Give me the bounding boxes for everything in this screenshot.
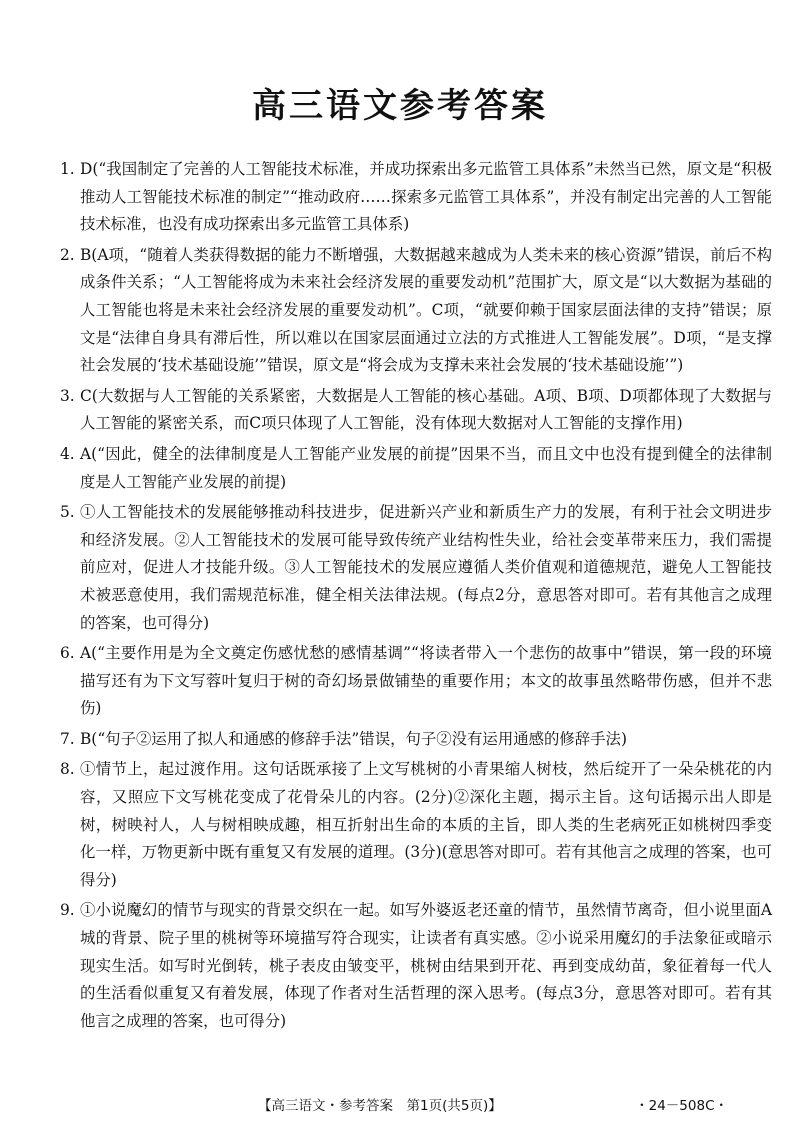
- answer-number: 6.: [60, 644, 75, 663]
- answer-item-2: [60, 242, 772, 380]
- answer-list: [60, 156, 772, 1038]
- answer-item-9: [60, 897, 772, 1035]
- answer-number: 7.: [60, 729, 75, 748]
- answer-number: 2.: [60, 245, 75, 264]
- answer-item-3: [60, 383, 772, 438]
- answer-text: A(“主要作用是为全文奠定伤感忧愁的感情基调”“将读者带入一个悲伤的故事中”错误，第一段的环境描写还有为下文写蓉叶复归于树的奇幻场景做铺垫的重要作用；本文的故事虽然略带伤感，但并不悲伤): [80, 644, 772, 718]
- answer-item-7: [60, 726, 772, 754]
- answer-text: ①人工智能技术的发展能够推动科技进步，促进新兴产业和新质生产力的发展，有利于社会文明进步和经济发展。②人工智能技术的发展可能导致传统产业结构性失业，给社会变革带来压力，我们需提前应对，促进人才技能升级。③人工智能技术的发展应遵循人类价值观和道德规范，避免人工智能技术被恶意使用，我们需规范标准，健全相关法律法规。(每点2分，意思答对即可。若有其他言之成理的答案，也可得分): [80, 503, 772, 632]
- answer-item-1: [60, 156, 772, 239]
- answer-text: B(“句子②运用了拟人和通感的修辞手法”错误，句子②没有运用通感的修辞手法): [80, 729, 627, 748]
- answer-number: 9.: [60, 901, 75, 920]
- footer-code: ・24－508C・: [635, 1098, 728, 1114]
- answer-text: A(“因此，健全的法律制度是人工智能产业发展的前提”因果不当，而且文中也没有提到健全的法律制度是人工智能产业发展的前提): [80, 444, 772, 491]
- answer-text: C(大数据与人工智能的关系紧密，大数据是人工智能的核心基础。A项、B项、D项都体现了大数据与人工智能的紧密关系，而C项只体现了人工智能，没有体现大数据对人工智能的支撑作用): [80, 386, 772, 433]
- page-title: 高三语文参考答案: [252, 86, 548, 126]
- answer-number: 3.: [60, 386, 75, 405]
- answer-number: 4.: [60, 444, 75, 463]
- answer-text: B(A项，“随着人类获得数据的能力不断增强，大数据越来越成为人类未来的核心资源”错误，前后不构成条件关系；“人工智能将成为未来社会经济发展的重要发动机”范围扩大，原文是“以大数据为基础的人工智能也将是未来社会经济发展的重要发动机”。C项，“就要仰赖于国家层面法律的支持”错误；原文是“法律自身具有滞后性，所以难以在国家层面通过立法的方式推进人工智能发展”。D项，“是支撑社会发展的‘技术基础设施’”错误，原文是“将会成为支撑未来社会发展的‘技术基础设施’”): [80, 245, 772, 375]
- answer-number: 1.: [60, 160, 75, 178]
- answer-text: ①小说魔幻的情节与现实的背景交织在一起。如写外婆返老还童的情节，虽然情节离奇，但小说里面A城的背景、院子里的桃树等环境描写符合现实，让读者有真实感。②小说采用魔幻的手法象征或暗示现实生活。如写时光倒转，桃子表皮由皱变平，桃树由结果到开花、再到变成幼苗，象征着每一代人的生活看似重复又有着发展，体现了作者对生活哲理的深入思考。(每点3分，意思答对即可。若有其他言之成理的答案，也可得分): [80, 901, 772, 1030]
- answer-text: ①情节上，起过渡作用。这句话既承接了上文写桃树的小青果缩人树枝，然后绽开了一朵朵桃花的内容，又照应下文写桃花变成了花骨朵儿的内容。(2分)②深化主题，揭示主旨。这句话揭示出人即是树，树映衬人，人与树相映成趣，相互折射出生命的本质的主旨，即人类的生老病死正如桃树四季变化一样，万物更新中既有重复又有发展的道理。(3分)(意思答对即可。若有其他言之成理的答案，也可得分): [80, 760, 772, 889]
- page-footer: [0, 1094, 800, 1116]
- answer-number: 8.: [60, 760, 75, 779]
- answer-item-5: [60, 499, 772, 637]
- answer-item-6: [60, 640, 772, 723]
- footer-page-label: 【高三语文・参考答案 第1页(共5页)】: [258, 1098, 502, 1114]
- answer-item-4: [60, 441, 772, 496]
- answer-number: 5.: [60, 503, 75, 522]
- answer-text: D(“我国制定了完善的人工智能技术标准，并成功探索出多元监管工具体系”未然当已然，原文是“积极推动人工智能技术标准的制定”“推动政府……探索多元监管工具体系”，并没有制定出完善的人工智能技术标准，也没有成功探索出多元监管工具体系): [80, 160, 772, 234]
- answer-item-8: [60, 756, 772, 894]
